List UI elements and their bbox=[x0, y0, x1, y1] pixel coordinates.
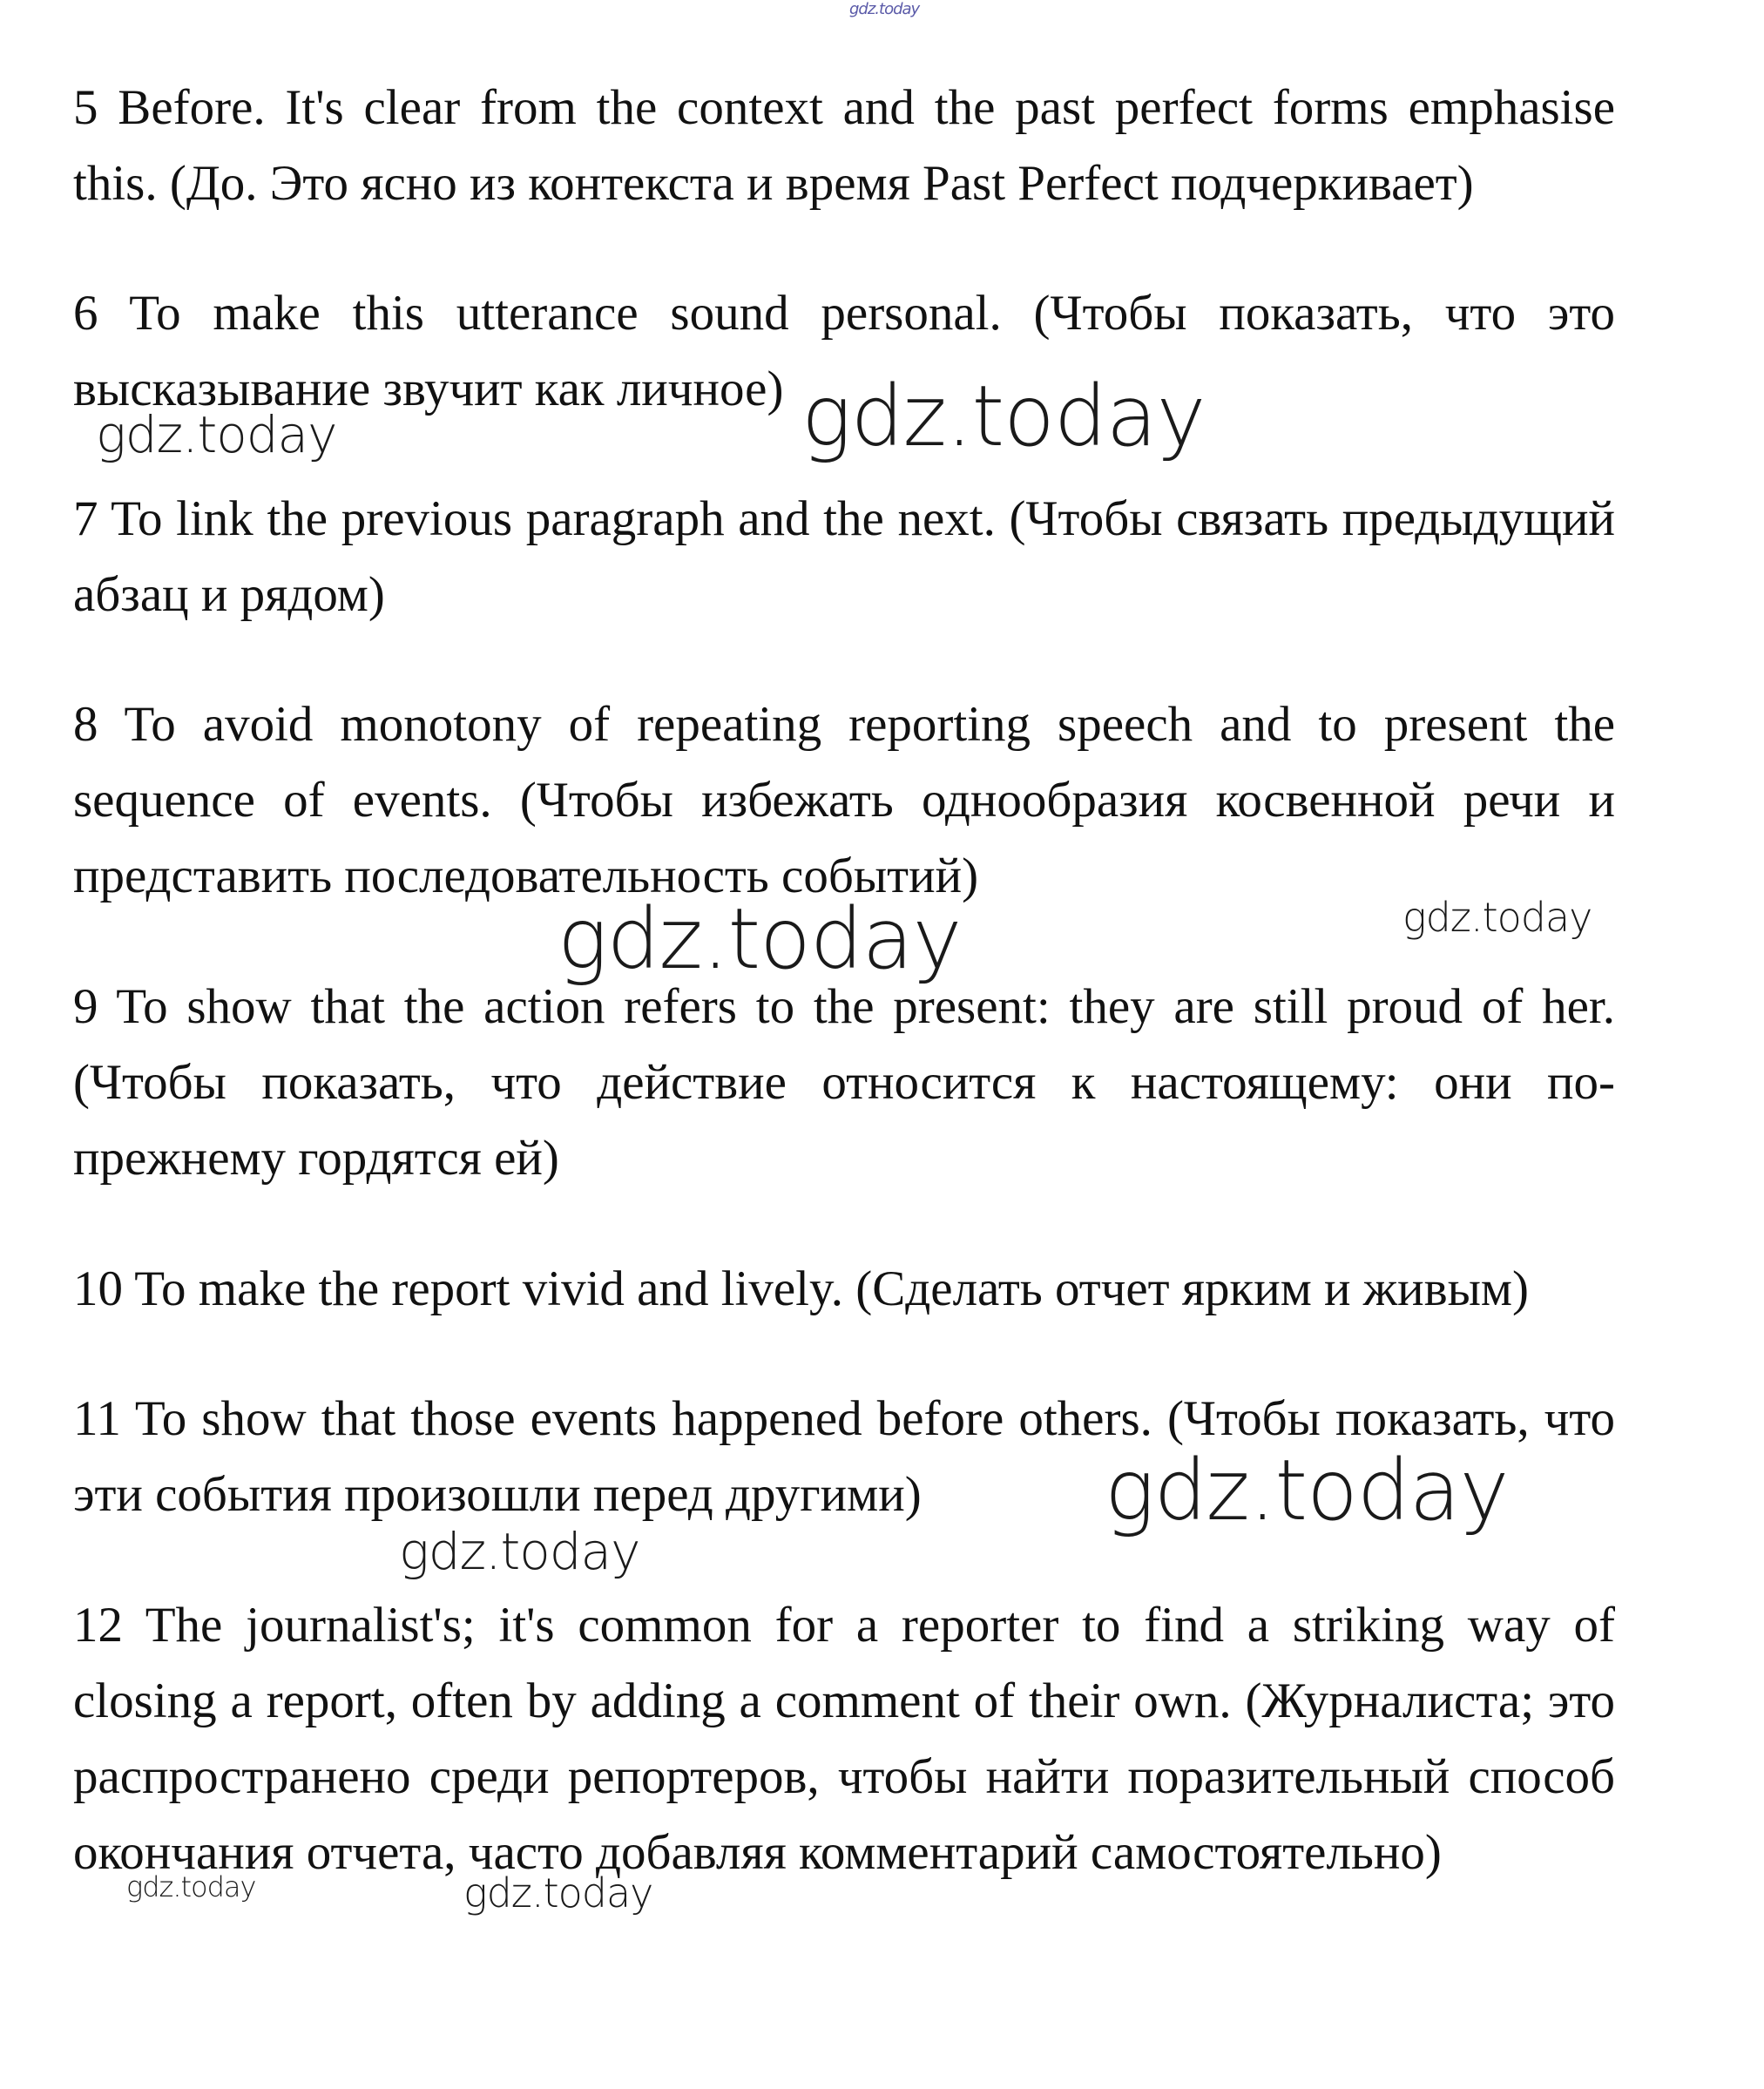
watermark: gdz.today bbox=[399, 1522, 640, 1581]
watermark: gdz.today bbox=[1402, 894, 1592, 941]
answer-item-11: 11 To show that those events happened before others. (Чтобы показать, что эти события произошли перед другими) bbox=[73, 1391, 1615, 1522]
watermark: gdz.today bbox=[96, 405, 337, 464]
watermark: gdz.today bbox=[558, 890, 962, 988]
answer-item-9: 9 To show that the action refers to the present: they are still proud of her. (Чтобы показать, что действие относится к настоящему: они по-прежнему гордятся ей) bbox=[73, 979, 1615, 1186]
watermark: gdz.today bbox=[801, 368, 1206, 465]
answer-item-10: 10 To make the report vivid and lively. (Сделать отчет ярким и живым) bbox=[73, 1261, 1529, 1316]
answer-item-7: 7 To link the previous paragraph and the next. (Чтобы связать предыдущий абзац и рядом) bbox=[73, 491, 1615, 622]
watermark-top: gdz.today bbox=[849, 0, 920, 18]
watermark: gdz.today bbox=[126, 1870, 256, 1903]
answer-item-6: 6 To make this utterance sound personal. (Чтобы показать, что это высказывание звучит как личное) bbox=[73, 286, 1615, 416]
answer-item-5: 5 Before. It's clear from the context and the past perfect forms emphasise this. (До. Это ясно из контекста и время Past Perfect подчеркивает) bbox=[73, 80, 1615, 211]
watermark: gdz.today bbox=[463, 1869, 653, 1917]
answer-item-8: 8 To avoid monotony of repeating reporting speech and to present the sequence of events. (Чтобы избежать однообразия косвенной речи и представить последовательность событий) bbox=[73, 697, 1615, 903]
watermark: gdz.today bbox=[1105, 1442, 1509, 1539]
answer-item-12: 12 The journalist's; it's common for a reporter to find a striking way of closing a report, often by adding a comment of their own. (Журналиста; это распространено среди репортеров, чтобы найти поразительный способ окончания отчета, часто добавляя комментарий самостоятельно) bbox=[73, 1598, 1615, 1880]
